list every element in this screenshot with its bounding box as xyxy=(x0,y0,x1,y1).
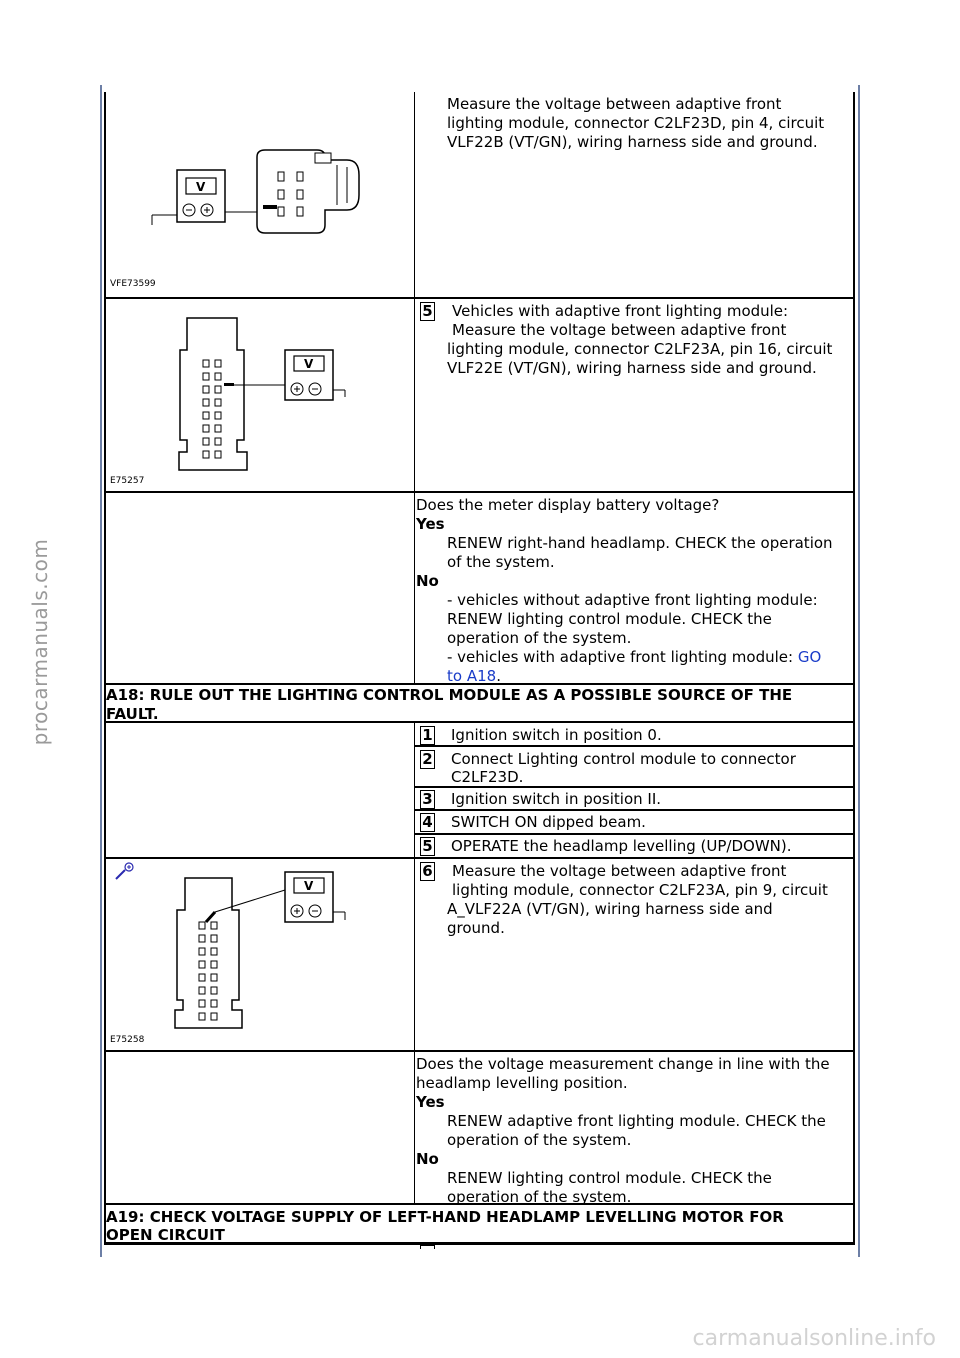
yes-label: Yes xyxy=(416,515,445,533)
yes-line: RENEW right-hand headlamp. CHECK the operation xyxy=(447,534,833,552)
diagram-e75257 xyxy=(107,300,412,488)
row-rule xyxy=(104,1050,855,1052)
step-text: SWITCH ON dipped beam. xyxy=(451,813,646,831)
svg-text:V: V xyxy=(196,180,206,194)
goto-a18-line xyxy=(447,667,501,686)
question-text: Does the voltage measurement change in line with the xyxy=(416,1055,830,1073)
no-label: No xyxy=(416,1150,439,1168)
row-rule xyxy=(104,721,855,723)
row-rule xyxy=(415,745,855,747)
zoom-in-icon[interactable] xyxy=(116,863,133,879)
table-right-border xyxy=(853,92,855,1244)
period: . xyxy=(496,667,501,685)
a18-heading: FAULT. xyxy=(106,705,159,723)
step-number: 1 xyxy=(420,726,435,745)
no-line: operation of the system. xyxy=(447,629,632,647)
step-number: 6 xyxy=(420,862,435,881)
voltmeter-connector-diagram xyxy=(107,95,412,294)
row-rule xyxy=(415,809,855,811)
step-number: 4 xyxy=(420,813,435,832)
row-rule xyxy=(415,833,855,835)
row-rule xyxy=(104,857,855,859)
no-line: operation of the system. xyxy=(447,1188,632,1206)
step6-line: Measure the voltage between adaptive front xyxy=(452,862,787,880)
step6-line: lighting module, connector C2LF23A, pin 9, circuit xyxy=(452,881,828,899)
step-number: 5 xyxy=(420,837,435,856)
next-step-number-stub xyxy=(420,1245,435,1249)
diagram-caption: E75257 xyxy=(110,476,145,486)
question-text: headlamp levelling position. xyxy=(416,1074,628,1092)
step-number: 5 xyxy=(420,302,435,321)
goto-a18-link[interactable]: to A18 xyxy=(447,667,497,685)
diagram-vfe73599 xyxy=(107,95,412,294)
goto-a18-link[interactable]: GO xyxy=(797,648,822,666)
yes-line: RENEW adaptive front lighting module. CHECK the xyxy=(447,1112,826,1130)
a19-heading: OPEN CIRCUIT xyxy=(106,1226,225,1244)
block2-line: lighting module, connector C2LF23A, pin 16, circuit xyxy=(447,340,833,358)
no-line-with-link xyxy=(447,648,821,667)
step-number: 3 xyxy=(420,790,435,809)
no-label: No xyxy=(416,572,439,590)
diagram-e75258 xyxy=(107,860,412,1047)
svg-text:V: V xyxy=(304,879,314,893)
table-mid-divider-2 xyxy=(414,722,415,1204)
row-rule xyxy=(104,491,855,493)
a18-heading: A18: RULE OUT THE LIGHTING CONTROL MODULE AS A POSSIBLE SOURCE OF THE xyxy=(106,686,793,704)
step-text: OPERATE the headlamp levelling (UP/DOWN). xyxy=(451,837,792,855)
step6-line: A_VLF22A (VT/GN), wiring harness side and xyxy=(447,900,773,918)
table-mid-divider-1 xyxy=(414,92,415,684)
connector-voltmeter-diagram xyxy=(107,300,412,488)
no-line: RENEW lighting control module. CHECK the xyxy=(447,610,772,628)
no-line: - vehicles with adaptive front lighting module: xyxy=(447,648,794,666)
no-line: RENEW lighting control module. CHECK the xyxy=(447,1169,772,1187)
question-text: Does the meter display battery voltage? xyxy=(416,496,720,514)
yes-label: Yes xyxy=(416,1093,445,1111)
step-text: Ignition switch in position II. xyxy=(451,790,662,808)
outer-right-border xyxy=(858,85,860,1257)
table-left-border xyxy=(104,92,106,1244)
no-line: - vehicles without adaptive front lighting module: xyxy=(447,591,818,609)
row-rule xyxy=(104,297,855,299)
block2-line: VLF22E (VT/GN), wiring harness side and ground. xyxy=(447,359,817,377)
step-number: 2 xyxy=(420,750,435,769)
step-text: Ignition switch in position 0. xyxy=(451,726,662,744)
bottom-watermark: carmanualsonline.info xyxy=(692,1326,936,1351)
diagram-caption: VFE73599 xyxy=(110,279,156,289)
block1-line: lighting module, connector C2LF23D, pin 4, circuit xyxy=(447,114,825,132)
block2-line: Vehicles with adaptive front lighting module: xyxy=(452,302,789,320)
step6-line: ground. xyxy=(447,919,505,937)
a19-heading: A19: CHECK VOLTAGE SUPPLY OF LEFT-HAND HEADLAMP LEVELLING MOTOR FOR xyxy=(106,1208,784,1226)
svg-text:V: V xyxy=(304,357,314,371)
side-watermark: procarmanuals.com xyxy=(28,538,52,746)
diagram-caption: E75258 xyxy=(110,1035,145,1045)
step-text: Connect Lighting control module to connector xyxy=(451,750,796,768)
connector-voltmeter-diagram xyxy=(107,860,412,1047)
yes-line: of the system. xyxy=(447,553,555,571)
block2-line: Measure the voltage between adaptive front xyxy=(452,321,787,339)
yes-line: operation of the system. xyxy=(447,1131,632,1149)
block1-line: Measure the voltage between adaptive front xyxy=(447,95,782,113)
outer-left-border xyxy=(100,85,102,1257)
block1-line: VLF22B (VT/GN), wiring harness side and ground. xyxy=(447,133,818,151)
step-text: C2LF23D. xyxy=(451,768,524,786)
